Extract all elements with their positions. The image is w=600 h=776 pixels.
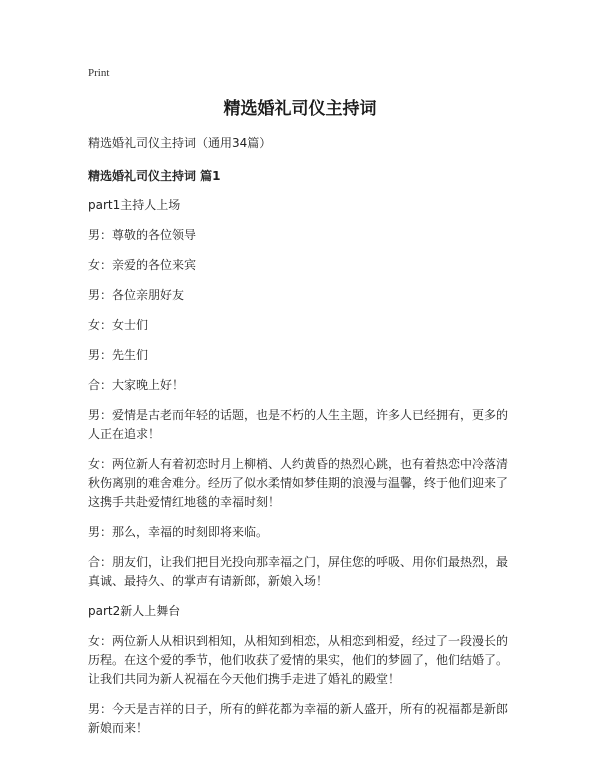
paragraph-line: 男：爱情是古老而年轻的话题，也是不朽的人生主题，许多人已经拥有，更多的人正在追求！	[88, 408, 509, 441]
paragraph-line: 女：女士们	[88, 318, 149, 332]
paragraph-line: 女：两位新人有着初恋时月上柳梢、人约黄昏的热烈心跳，也有着热恋中冷落清秋伤离别的难舍难分。经历了似水柔情如梦佳期的浪漫与温馨，终于他们迎来了这携手共赴爱情红地毯的幸福时刻！	[88, 457, 509, 509]
paragraph-line: 男：那么，幸福的时刻即将来临。	[88, 525, 269, 539]
paragraph-line: 合：大家晚上好！	[88, 378, 185, 392]
paragraph-line: 男：今天是吉祥的日子，所有的鲜花都为幸福的新人盛开，所有的祝福都是新郎新娘而来！	[88, 702, 509, 735]
document-title: 精选婚礼司仪主持词	[223, 99, 377, 119]
section-heading: 精选婚礼司仪主持词 篇1	[88, 169, 221, 183]
paragraph-line: 男：先生们	[88, 348, 149, 362]
paragraph-line: 男：各位亲朋好友	[88, 288, 185, 302]
paragraph-line: 男：尊敬的各位领导	[88, 228, 197, 242]
paragraph-line: 女：两位新人从相识到相知，从相知到相恋，从相恋到相爱，经过了一段漫长的历程。在这个爱的季节，他们收获了爱情的果实，他们的梦圆了，他们结婚了。让我们共同为新人祝福在今天他们携手走进了婚礼的殿堂！	[88, 634, 509, 686]
paragraph-part2-heading: part2新人上舞台	[88, 604, 181, 618]
paragraph-part1-heading: part1主持人上场	[88, 198, 181, 212]
print-label: Print	[88, 67, 110, 79]
paragraph-line: 合：朋友们，让我们把目光投向那幸福之门，屏住您的呼吸、用你们最热烈，最真诚、最持久、的掌声有请新郎，新娘入场！	[88, 555, 509, 588]
paragraph-line: 女：亲爱的各位来宾	[88, 258, 197, 272]
document-subtitle: 精选婚礼司仪主持词（通用34篇）	[88, 136, 272, 150]
